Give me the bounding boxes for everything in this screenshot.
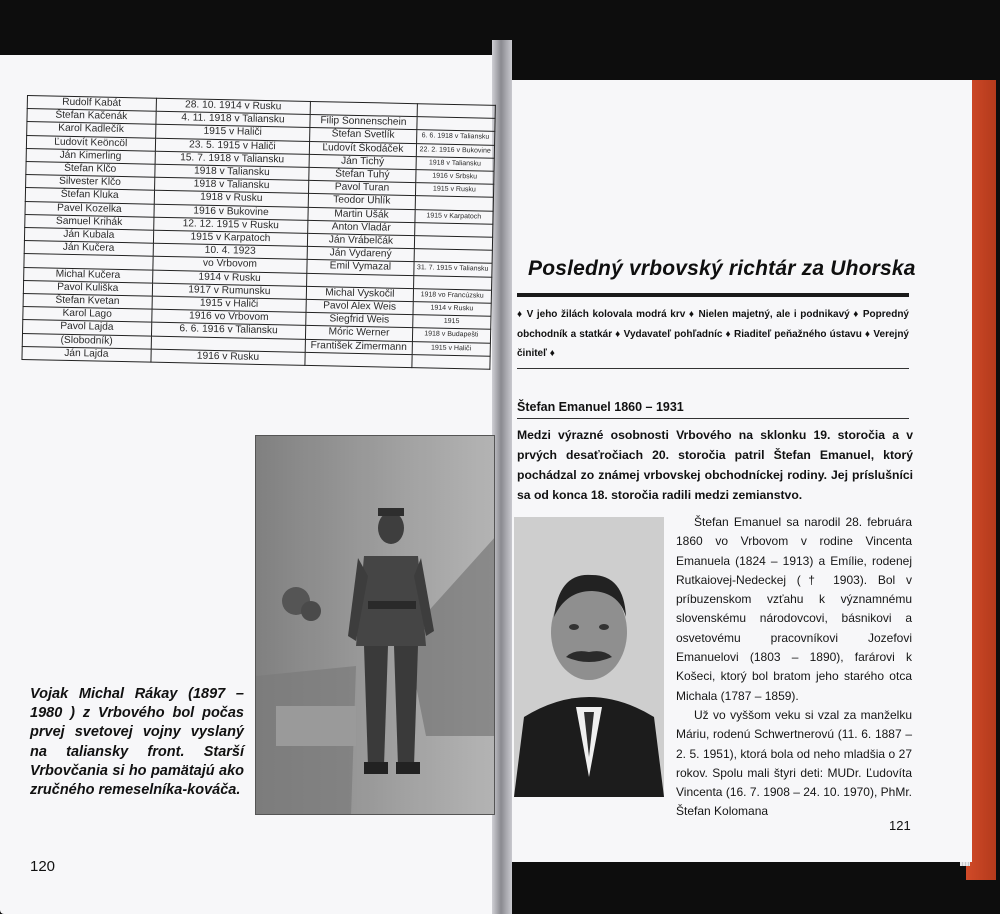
table-cell: [305, 352, 411, 367]
table-cell: Ján Kubala: [24, 228, 153, 244]
table-cell: 1914 v Rusku: [412, 302, 491, 317]
table-cell: Štefan Klčo: [26, 162, 155, 178]
table-cell: 6. 6. 1918 v Taliansku: [416, 130, 495, 145]
table-cell: 1918 v Budapešti: [412, 328, 491, 343]
table-cell: 1916 v Rusku: [150, 349, 305, 365]
photo-caption: Vojak Michal Rákay (1897 – 1980 ) z Vrbového bol počas prvej svetovej vojny vyslaný na taliansky front. Starší Vrbovčania si ho pamätajú ako zručného remeselníka-kováča.: [30, 686, 244, 799]
table-cell: František Zimermann: [306, 339, 412, 354]
table-cell: Filip Sonnenschein: [310, 115, 416, 130]
table-cell: 1918 v Rusku: [154, 191, 309, 207]
table-cell: Pavel Kozelka: [25, 201, 154, 217]
table-cell: 1914 v Rusku: [152, 270, 307, 286]
body-paragraph: Už vo vyššom veku si vzal za manželku Máriu, rodenú Schwertnerovú (11. 6. 1887 – 2. 5. 1951), ktorá bola od neho mladšia o 27 rokov. Spolu mali štyri deti: MUDr. Ľudovíta Vincenta (16. 7. 1908 – 24. 10. 1970), PhMr. Štefan Kolomana: [676, 707, 912, 819]
table-cell: 4. 11. 1918 v Taliansku: [155, 111, 310, 127]
body-paragraph: Štefan Emanuel sa narodil 28. februára 1860 vo Vrbovom v rodine Vincenta Emanuela (1824 – 1913) a Emílie, rodenej Rutkaiovej-Nedeckej († 1903). Bol v príbuzenskom vzťahu k významnému slovenskému národovcovi, básnikovi a osvetovému pracovníkovi Jozefovi Emanuelovi (1803 – 1890), farárovi k Košeci, ktorý bol bratom jeho starého otca Michala (1787 – 1859).: [676, 515, 912, 703]
table-cell: Pavol Lajda: [23, 320, 152, 336]
table-cell: Teodor Uhlík: [309, 194, 415, 209]
table-cell: Rudolf Kabát: [27, 96, 156, 112]
table-cell: Siegfrid Weis: [306, 313, 412, 328]
table-cell: 1915 v Karpatoch: [153, 230, 308, 246]
table-cell: 1918 v Taliansku: [154, 177, 309, 193]
war-casualties-table: [21, 95, 495, 370]
table-cell: Ján Tichý: [309, 154, 415, 169]
table-cell: Ján Lajda: [22, 346, 151, 362]
intro-paragraph: Medzi výrazné osobnosti Vrbového na sklonku 19. storočia a v prvých desaťročiach 20. storočia patril Štefan Emanuel, ktorý pochádzal zo známej vrbovskej obchodníckej rodiny. Jej príslušníci sa od konca 18. storočia radili medzi zemianstvo.: [517, 428, 913, 502]
person-heading: Štefan Emanuel 1860 – 1931: [517, 400, 684, 414]
table-cell: Ján Kučera: [24, 241, 153, 257]
table-cell: Ján Vydarený: [307, 247, 413, 262]
table-cell: 1918 vo Francúzsku: [413, 288, 492, 303]
keywords-line: ♦ V jeho žilách kolovala modrá krv ♦ Nielen majetný, ale i podnikavý ♦ Popredný obchodník a statkár ♦ Vydavateľ pohľadníc ♦ Riaditeľ peňažného ústavu ♦ Verejný činiteľ ♦: [517, 309, 909, 359]
table-cell: 23. 5. 1915 v Haliči: [155, 138, 310, 154]
table-cell: 1918 v Taliansku: [154, 164, 309, 180]
table-cell: 22. 2. 1916 v Bukovine: [416, 143, 495, 158]
table-cell: Pavol Turan: [309, 181, 415, 196]
table-cell: Karol Kadlečík: [27, 122, 156, 138]
table-cell: Štefan Kvetan: [23, 294, 152, 310]
table-cell: Ľudovít Škodáček: [310, 141, 416, 156]
table-cell: Móric Werner: [306, 326, 412, 341]
table-cell: 28. 10. 1914 v Rusku: [156, 98, 311, 114]
keywords-rule: [517, 368, 909, 369]
table-cell: Ján Kimerling: [26, 148, 155, 164]
table-cell: Anton Vladár: [308, 220, 414, 235]
table-cell: Štefan Kluka: [25, 188, 154, 204]
table-cell: (Slobodník): [22, 333, 151, 349]
table-cell: 1915 v Rusku: [415, 183, 494, 198]
table-cell: Ľudovít Keöncöl: [26, 135, 155, 151]
table-cell: 1916 v Bukovine: [153, 204, 308, 220]
table-cell: 1918 v Taliansku: [416, 156, 495, 171]
table-cell: [411, 354, 490, 369]
soldier-photo: [255, 435, 495, 815]
table-cell: Štefan Svetlík: [310, 128, 416, 143]
table-cell: Pavol Alex Weis: [306, 299, 412, 314]
table-cell: 6. 6. 1916 v Taliansku: [151, 323, 306, 339]
section-title: Posledný vrbovský richtár za Uhorska: [528, 257, 916, 280]
portrait-photo: [514, 517, 664, 797]
table-cell: Emil Vymazal: [307, 260, 413, 275]
table-cell: Silvester Klčo: [26, 175, 155, 191]
table-cell: Pavol Kuliška: [23, 280, 152, 296]
table-cell: 31. 7. 1915 v Taliansku: [413, 262, 492, 277]
table-cell: 1915 v Haliči: [152, 296, 307, 312]
title-rule: [517, 293, 909, 297]
table-cell: 1915 v Haliči: [412, 341, 491, 356]
page-number-right: 121: [889, 818, 911, 833]
table-cell: 1915: [412, 315, 491, 330]
table-cell: 1917 v Rumunsku: [152, 283, 307, 299]
table-cell: Ján Vrábelčák: [308, 233, 414, 248]
table-cell: 1915 v Haliči: [155, 125, 310, 141]
table-cell: Samuel Krihák: [25, 214, 154, 230]
table-cell: 15. 7. 1918 v Taliansku: [155, 151, 310, 167]
table-cell: Štefan Kačenák: [27, 109, 156, 125]
table-cell: 10. 4. 1923: [153, 243, 308, 259]
table-cell: 12. 12. 1915 v Rusku: [153, 217, 308, 233]
table-cell: Michal Kučera: [24, 267, 153, 283]
body-text: [676, 513, 912, 822]
table-cell: Karol Lago: [23, 307, 152, 323]
table-cell: 1916 vo Vrbovom: [151, 309, 306, 325]
table-cell: 1916 v Srbsku: [415, 170, 494, 185]
table-cell: vo Vrbovom: [152, 257, 307, 273]
book-gutter: [492, 40, 512, 914]
table-cell: Martin Ušák: [308, 207, 414, 222]
table-cell: Štefan Tuhý: [309, 167, 415, 182]
table-cell: Michal Vyskočil: [307, 286, 413, 301]
table-cell: 1915 v Karpatoch: [414, 209, 493, 224]
person-heading-rule: [517, 418, 909, 419]
page-number-left: 120: [30, 858, 56, 875]
